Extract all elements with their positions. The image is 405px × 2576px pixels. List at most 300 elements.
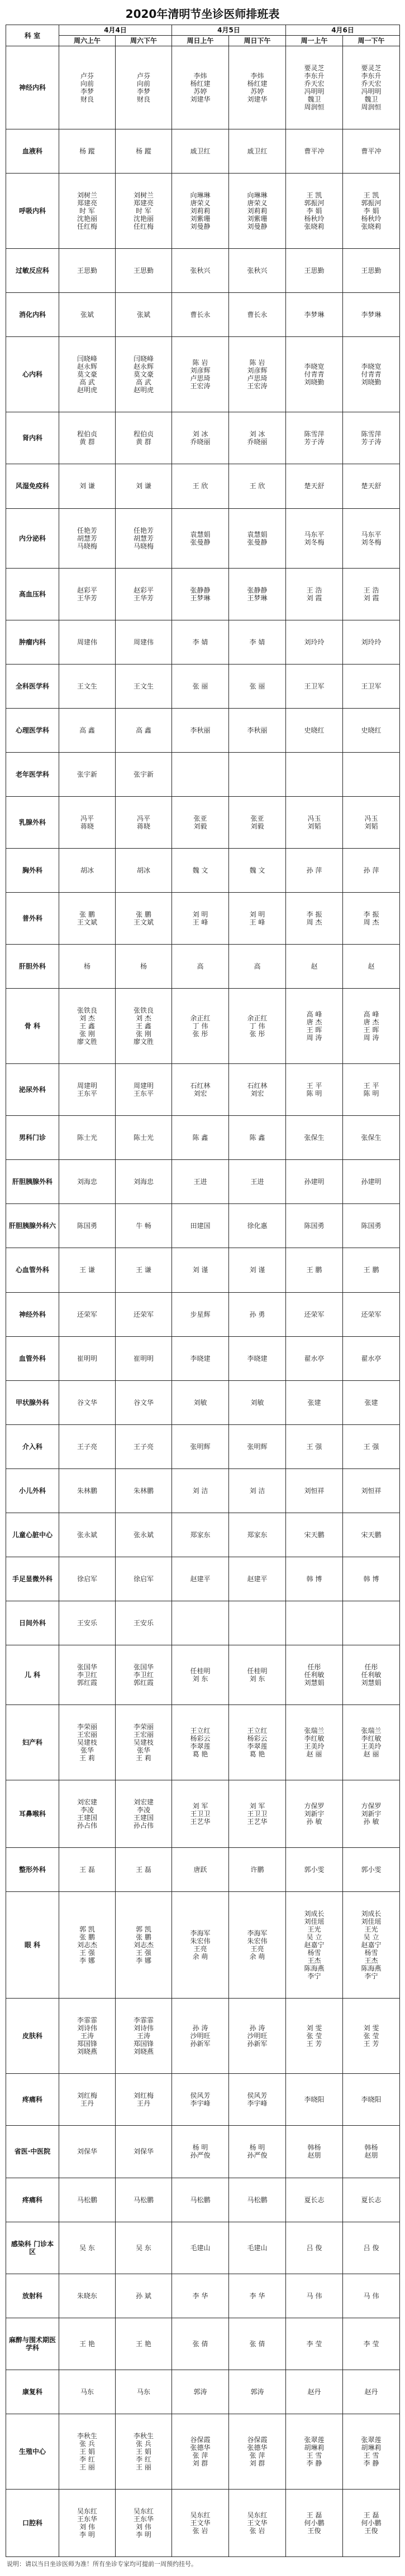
department-name: 普外科 (6, 893, 59, 945)
doctor-cell: 杨 明 孙严俊 (172, 2126, 229, 2178)
doctor-cell: 刘成长 刘佳瑶 王光 吴 立 赵嘉宁 杨雪 王杰 陈海燕 李宁 (343, 1892, 400, 1999)
doctor-cell: 王思勤 (343, 249, 400, 293)
doctor-cell: 韩 博 (343, 1557, 400, 1601)
doctor-cell: 韩杨 赵朋 (343, 2126, 400, 2178)
doctor-cell: 王 艳 (116, 2318, 172, 2370)
footer-note: 说明：请以当日坐诊医师为准！所有坐诊专家均可提前一周预约挂号。 (7, 2560, 197, 2568)
table-row (6, 1780, 400, 1848)
half-header: 周六下午 (116, 36, 172, 46)
doctor-cell: 刘恒祥 (343, 1468, 400, 1513)
doctor-cell: 史晓红 (343, 708, 400, 752)
doctor-cell: 周建伟 (59, 620, 116, 664)
doctor-cell: 孙 萍 (286, 848, 343, 892)
doctor-cell: 刘敏 (172, 1380, 229, 1424)
department-name: 手足显微外科 (6, 1557, 59, 1601)
doctor-cell: 刘 冰 乔晓丽 (172, 412, 229, 464)
doctor-cell: 翟水亭 (343, 1336, 400, 1380)
doctor-cell: 侯风芳 李宇峰 (229, 2074, 286, 2126)
doctor-cell: 李秋生 张 兵 王 娟 李 红 王 丽 (116, 2414, 172, 2489)
department-name: 儿童心脏中心 (6, 1513, 59, 1557)
schedule-table (6, 25, 400, 2557)
table-row (6, 2074, 400, 2126)
doctor-cell: 任桂明 刘 东 (229, 1645, 286, 1705)
doctor-cell: 孙 勇 (229, 1292, 286, 1336)
doctor-cell: 步星辉 (172, 1292, 229, 1336)
doctor-cell: 王 凯 郭振河 李 娟 杨秋玲 张晓莉 (286, 174, 343, 249)
doctor-cell: 张铁良 刘 杰 王 鑫 张 刚 廖文胜 (116, 989, 172, 1064)
doctor-cell: 王 磊 何小鹏 王俊 (343, 2489, 400, 2556)
department-name: 心内科 (6, 337, 59, 412)
doctor-cell: 刘 谨 (172, 1248, 229, 1292)
doctor-cell: 朱晓东 (59, 2274, 116, 2318)
table-row (6, 2414, 400, 2489)
doctor-cell: 王 鹏 (343, 1248, 400, 1292)
doctor-cell: 赵建平 (172, 1557, 229, 1601)
doctor-cell: 张保生 (286, 1116, 343, 1160)
department-name: 肿瘤内科 (6, 620, 59, 664)
doctor-cell: 刘 洁 (229, 1468, 286, 1513)
doctor-cell: 张斌 (116, 293, 172, 337)
doctor-cell: 吕 俊 (286, 2222, 343, 2274)
doctor-cell: 还荣军 (343, 1292, 400, 1336)
doctor-cell: 曹长永 (172, 293, 229, 337)
doctor-cell: 刘 雯 张 莹 王 芳 (286, 1999, 343, 2074)
doctor-cell: 要灵芝 李东升 乔天宏 冯明明 魏卫 周润恒 (343, 46, 400, 129)
doctor-cell: 卢芬 向前 李梦 财良 (59, 46, 116, 129)
doctor-cell: 张瑞兰 李红敏 王美玲 赵 丽 (286, 1705, 343, 1780)
doctor-cell: 马松鹏 (172, 2178, 229, 2222)
doctor-cell: 刘 明 王 峰 (229, 893, 286, 945)
department-name: 全科医学科 (6, 664, 59, 708)
doctor-cell: 王 欣 (172, 464, 229, 508)
doctor-cell: 马 伟 (286, 2274, 343, 2318)
department-name: 整形外科 (6, 1848, 59, 1892)
table-row (6, 945, 400, 989)
doctor-cell: 余正红 丁 伟 张 彤 (229, 989, 286, 1064)
schedule-body (6, 46, 400, 2557)
doctor-cell (286, 752, 343, 796)
doctor-cell: 孙建明 (343, 1160, 400, 1204)
doctor-cell: 王 浩 刘 霞 (343, 568, 400, 620)
doctor-cell: 崔明明 (59, 1336, 116, 1380)
doctor-cell: 李秋丽 (229, 708, 286, 752)
doctor-cell: 刘玲玲 (343, 620, 400, 664)
table-row (6, 1601, 400, 1645)
doctor-cell: 王 平 陈 明 (286, 1064, 343, 1116)
doctor-cell: 王文生 (59, 664, 116, 708)
doctor-cell: 吕 俊 (343, 2222, 400, 2274)
doctor-cell: 李 华 (172, 2274, 229, 2318)
doctor-cell: 刘保华 (59, 2126, 116, 2178)
doctor-cell: 袁慧娟 张曼静 (172, 508, 229, 568)
doctor-cell: 刘 谦 (59, 464, 116, 508)
doctor-cell: 任桂明 刘 东 (172, 1645, 229, 1705)
doctor-cell: 侯风芳 李宇峰 (172, 2074, 229, 2126)
doctor-cell: 吴东红 王文华 张 岩 (172, 2489, 229, 2556)
table-row (6, 2126, 400, 2178)
doctor-cell: 高 (229, 945, 286, 989)
doctor-cell: 杨 蹤 (116, 129, 172, 174)
table-row (6, 1705, 400, 1780)
doctor-cell: 刘 军 王卫卫 王艺华 (229, 1780, 286, 1848)
doctor-cell: 张建 (343, 1380, 400, 1424)
doctor-cell: 王立红 杨彩云 李翠莲 葛 艳 (229, 1705, 286, 1780)
department-name: 皮肤科 (6, 1999, 59, 2074)
doctor-cell: 张 丽 (172, 664, 229, 708)
doctor-cell: 高 鑫 (59, 708, 116, 752)
doctor-cell: 张翠莲 胡琳莉 王 雪 李 静 (286, 2414, 343, 2489)
department-name: 过敏反应科 (6, 249, 59, 293)
department-name: 老年医学科 (6, 752, 59, 796)
doctor-cell: 王 鹏 (286, 1248, 343, 1292)
doctor-cell: 李霏霏 刘诗伟 王涛 郑国锋 刘晓燕 (59, 1999, 116, 2074)
doctor-cell: 曹长永 (229, 293, 286, 337)
doctor-cell: 马松鹏 (116, 2178, 172, 2222)
doctor-cell: 胡冰 (116, 848, 172, 892)
doctor-cell: 张亚 刘毅 (172, 796, 229, 848)
doctor-cell: 陈 岩 刘彦辉 卢思琦 王宏涛 (229, 337, 286, 412)
doctor-cell: 李梦琳 (286, 293, 343, 337)
table-row (6, 412, 400, 464)
department-name: 肝胆胰腺外科 (6, 1160, 59, 1204)
doctor-cell: 刘玲玲 (286, 620, 343, 664)
doctor-cell: 张秋兴 (172, 249, 229, 293)
table-row (6, 174, 400, 249)
doctor-cell: 李海军 朱宏伟 王亮 余 萌 (172, 1892, 229, 1999)
doctor-cell: 牛 畅 (116, 1204, 172, 1248)
doctor-cell: 刘恒祥 (286, 1468, 343, 1513)
table-row (6, 1513, 400, 1557)
table-row (6, 752, 400, 796)
doctor-cell: 赵 (343, 945, 400, 989)
doctor-cell: 许鹏 (229, 1848, 286, 1892)
doctor-cell: 杨 明 孙严俊 (229, 2126, 286, 2178)
doctor-cell: 任艳芳 胡慧芳 马晓梅 (116, 508, 172, 568)
doctor-cell: 王子亮 (116, 1424, 172, 1468)
doctor-cell: 胡冰 (59, 848, 116, 892)
doctor-cell: 王 强 (286, 1424, 343, 1468)
department-name: 骨 科 (6, 989, 59, 1064)
doctor-cell: 陈雪萍 芳子涛 (343, 412, 400, 464)
table-row (6, 568, 400, 620)
day-header: 4月4日 (59, 25, 172, 36)
doctor-cell: 赵彩平 王华芳 (116, 568, 172, 620)
doctor-cell: 戚卫红 (172, 129, 229, 174)
table-row (6, 2274, 400, 2318)
doctor-cell: 王思勤 (116, 249, 172, 293)
doctor-cell: 郭小雯 (286, 1848, 343, 1892)
department-name: 呼吸内科 (6, 174, 59, 249)
doctor-cell: 郭 凯 张 鹏 刘志杰 王 强 李 娜 (116, 1892, 172, 1999)
table-row (6, 796, 400, 848)
doctor-cell: 刘宏建 李凌 王建国 孙占伟 (116, 1780, 172, 1848)
department-name: 心理医学科 (6, 708, 59, 752)
doctor-cell: 王立红 杨彩云 李翠莲 葛 艳 (172, 1705, 229, 1780)
doctor-cell: 李 振 周 杰 (343, 893, 400, 945)
department-name: 肝胆胰腺外科六 (6, 1204, 59, 1248)
doctor-cell: 张静静 王梦琳 (229, 568, 286, 620)
doctor-cell: 袁慧娟 张曼静 (229, 508, 286, 568)
doctor-cell: 徐启军 (116, 1557, 172, 1601)
doctor-cell: 赵彩平 王华芳 (59, 568, 116, 620)
doctor-cell: 王进 (229, 1160, 286, 1204)
table-row (6, 1116, 400, 1160)
department-name: 消化内科 (6, 293, 59, 337)
department-name: 乳腺外科 (6, 796, 59, 848)
doctor-cell: 李 振 周 杰 (286, 893, 343, 945)
department-name: 感染科 门诊本区 (6, 2222, 59, 2274)
doctor-cell: 马松鹏 (59, 2178, 116, 2222)
department-name: 生殖中心 (6, 2414, 59, 2489)
table-row (6, 337, 400, 412)
doctor-cell: 刘 雯 张 莹 王 芳 (343, 1999, 400, 2074)
doctor-cell: 王安乐 (59, 1601, 116, 1645)
doctor-cell: 张保生 (343, 1116, 400, 1160)
doctor-cell: 张宇新 (59, 752, 116, 796)
doctor-cell: 冯平 蒋晓 (116, 796, 172, 848)
doctor-cell: 张秋兴 (229, 249, 286, 293)
doctor-cell: 刘海忠 (59, 1160, 116, 1204)
half-header: 周日上午 (172, 36, 229, 46)
department-name: 介入科 (6, 1424, 59, 1468)
doctor-cell: 高 (172, 945, 229, 989)
doctor-cell: 张明辉 (172, 1424, 229, 1468)
half-header: 周一上午 (286, 36, 343, 46)
doctor-cell: 张斌 (59, 293, 116, 337)
doctor-cell: 吴东红 王东华 刘 伟 李 明 (116, 2489, 172, 2556)
department-name: 妇产科 (6, 1705, 59, 1780)
doctor-cell: 周建伟 (116, 620, 172, 664)
doctor-cell: 程伯贞 黄 群 (59, 412, 116, 464)
doctor-cell: 李霏霏 刘诗伟 王涛 郑国锋 刘晓燕 (116, 1999, 172, 2074)
department-name: 男科门诊 (6, 1116, 59, 1160)
doctor-cell: 张宇新 (116, 752, 172, 796)
doctor-cell: 崔明明 (116, 1336, 172, 1380)
header-row-halves (6, 36, 400, 46)
doctor-cell: 王 强 (343, 1424, 400, 1468)
doctor-cell: 李 华 (229, 2274, 286, 2318)
table-row (6, 1645, 400, 1705)
doctor-cell: 赵 (286, 945, 343, 989)
doctor-cell: 王 平 陈 明 (343, 1064, 400, 1116)
half-header: 周六上午 (59, 36, 116, 46)
doctor-cell: 冯玉 刘韬 (286, 796, 343, 848)
doctor-cell: 孙 涛 沙明旺 孙新军 (172, 1999, 229, 2074)
doctor-cell: 陈 岩 刘彦辉 卢思琦 王宏涛 (172, 337, 229, 412)
table-row (6, 1204, 400, 1248)
doctor-cell: 孙建明 (286, 1160, 343, 1204)
doctor-cell: 楚天舒 (286, 464, 343, 508)
doctor-cell: 吴 东 (116, 2222, 172, 2274)
doctor-cell: 马东 (116, 2370, 172, 2414)
table-row (6, 1468, 400, 1513)
doctor-cell: 张静静 王梦琳 (172, 568, 229, 620)
doctor-cell: 魏 文 (172, 848, 229, 892)
doctor-cell: 郭涛 (229, 2370, 286, 2414)
table-row (6, 1336, 400, 1380)
doctor-cell: 李梦琳 (343, 293, 400, 337)
doctor-cell: 石红林 刘宏 (229, 1064, 286, 1116)
department-name: 血管外科 (6, 1336, 59, 1380)
table-row (6, 249, 400, 293)
doctor-cell: 郑家东 (172, 1513, 229, 1557)
table-row (6, 293, 400, 337)
doctor-cell: 郭 凯 张 鹏 刘志杰 王 强 李 娜 (59, 1892, 116, 1999)
doctor-cell: 陈 鑫 (172, 1116, 229, 1160)
doctor-cell: 向琳琳 唐荣义 刘莉莉 刘紫珊 刘曼静 (172, 174, 229, 249)
doctor-cell: 刘 冰 乔晓丽 (229, 412, 286, 464)
doctor-cell: 王安乐 (116, 1601, 172, 1645)
doctor-cell: 李荣丽 王宏丽 吴建枝 张华 王 莉 (59, 1705, 116, 1780)
doctor-cell: 张明辉 (229, 1424, 286, 1468)
table-row (6, 1999, 400, 2074)
doctor-cell: 石红林 刘宏 (172, 1064, 229, 1116)
table-row (6, 129, 400, 174)
doctor-cell: 陈士光 (116, 1116, 172, 1160)
doctor-cell: 王文生 (116, 664, 172, 708)
doctor-cell: 王 浩 刘 霞 (286, 568, 343, 620)
header-row-days (6, 25, 400, 36)
doctor-cell: 李 婧 (172, 620, 229, 664)
doctor-cell: 王 艳 (59, 2318, 116, 2370)
table-row (6, 2318, 400, 2370)
doctor-cell: 李晓建 (172, 1336, 229, 1380)
doctor-cell: 陈士光 (59, 1116, 116, 1160)
doctor-cell: 楚天舒 (343, 464, 400, 508)
doctor-cell: 陈国勇 (343, 1204, 400, 1248)
department-name: 内分泌科 (6, 508, 59, 568)
doctor-cell: 曹平冲 (343, 129, 400, 174)
doctor-cell: 高 鑫 (116, 708, 172, 752)
doctor-cell: 马松鹏 (229, 2178, 286, 2222)
doctor-cell: 李秋丽 (172, 708, 229, 752)
doctor-cell: 任彤 任利敏 刘慧娟 (343, 1645, 400, 1705)
department-name: 肾内科 (6, 412, 59, 464)
doctor-cell: 曹平冲 (286, 129, 343, 174)
doctor-cell: 李晓阳 (286, 2074, 343, 2126)
page-title: 2020年清明节坐诊医师排班表 (125, 7, 280, 21)
doctor-cell: 李晓建 (229, 1336, 286, 1380)
doctor-cell: 刘敏 (229, 1380, 286, 1424)
dept-header: 科 室 (6, 25, 59, 46)
half-header: 周一下午 (343, 36, 400, 46)
doctor-cell: 毛建山 (172, 2222, 229, 2274)
table-row (6, 989, 400, 1064)
doctor-cell: 方保罗 刘新宇 孙 敏 (343, 1780, 400, 1848)
doctor-cell: 周建明 王东平 (59, 1064, 116, 1116)
department-name: 高血压科 (6, 568, 59, 620)
department-name: 泌尿外科 (6, 1064, 59, 1116)
department-name: 心血管外科 (6, 1248, 59, 1292)
doctor-cell: 王 欣 (229, 464, 286, 508)
doctor-cell: 杨 (59, 945, 116, 989)
doctor-cell: 张 丽 (229, 664, 286, 708)
doctor-cell: 李海军 朱宏伟 王亮 余 萌 (229, 1892, 286, 1999)
doctor-cell: 王 凯 郭振河 李 娟 杨秋玲 张晓莉 (343, 174, 400, 249)
department-name: 康复科 (6, 2370, 59, 2414)
doctor-cell: 魏 文 (229, 848, 286, 892)
doctor-cell: 卢芬 向前 李梦 财良 (116, 46, 172, 129)
doctor-cell: 徐启军 (59, 1557, 116, 1601)
doctor-cell: 还荣军 (286, 1292, 343, 1336)
doctor-cell: 宋天鹏 (286, 1513, 343, 1557)
doctor-cell: 杨 蹤 (59, 129, 116, 174)
table-row (6, 1380, 400, 1424)
doctor-cell: 田建国 (172, 1204, 229, 1248)
doctor-cell: 王 谦 (116, 1248, 172, 1292)
doctor-cell: 张国华 李卫红 郭红霞 (59, 1645, 116, 1705)
table-row (6, 1248, 400, 1292)
doctor-cell: 马东 (59, 2370, 116, 2414)
doctor-cell: 李晓阳 (343, 2074, 400, 2126)
doctor-cell: 程伯贞 黄 群 (116, 412, 172, 464)
doctor-cell: 向琳琳 唐荣义 刘莉莉 刘紫珊 刘曼静 (229, 174, 286, 249)
table-row (6, 893, 400, 945)
table-row (6, 1160, 400, 1204)
doctor-cell: 郑家东 (229, 1513, 286, 1557)
doctor-cell: 张 倩 (172, 2318, 229, 2370)
doctor-cell: 王思勤 (286, 249, 343, 293)
doctor-cell: 张建 (286, 1380, 343, 1424)
doctor-cell: 赵丹 (286, 2370, 343, 2414)
table-row (6, 1557, 400, 1601)
doctor-cell: 马东平 刘冬梅 (343, 508, 400, 568)
doctor-cell: 吴东红 王文华 张 岩 (229, 2489, 286, 2556)
table-row (6, 2222, 400, 2274)
doctor-cell: 张瑞兰 李红敏 王美玲 赵 丽 (343, 1705, 400, 1780)
doctor-cell: 王 谦 (59, 1248, 116, 1292)
doctor-cell: 刘树兰 郑建亮 时 军 沈艳丽 任红梅 (59, 174, 116, 249)
table-row (6, 2178, 400, 2222)
doctor-cell: 史晓红 (286, 708, 343, 752)
doctor-cell: 李秋生 张 兵 王 娟 李 红 王 丽 (59, 2414, 116, 2489)
doctor-cell: 唐跃 (172, 1848, 229, 1892)
doctor-cell: 翟水亭 (286, 1336, 343, 1380)
doctor-cell: 刘 军 王卫卫 王艺华 (172, 1780, 229, 1848)
doctor-cell: 张铁良 刘 杰 王 鑫 张 刚 廖文胜 (59, 989, 116, 1064)
doctor-cell: 王 磊 (59, 1848, 116, 1892)
doctor-cell: 陈雪萍 芳子涛 (286, 412, 343, 464)
half-header: 周日下午 (229, 36, 286, 46)
doctor-cell: 王进 (172, 1160, 229, 1204)
doctor-cell (172, 752, 229, 796)
doctor-cell: 谷保霞 张德华 张 萍 刘 群 (172, 2414, 229, 2489)
doctor-cell: 任艳芳 胡慧芳 马晓梅 (59, 508, 116, 568)
doctor-cell (229, 1601, 286, 1645)
doctor-cell: 张 鹏 王文斌 (116, 893, 172, 945)
doctor-cell: 李晓宽 付青青 刘晓勤 (343, 337, 400, 412)
table-row (6, 508, 400, 568)
department-name: 胸外科 (6, 848, 59, 892)
department-name: 省医·中医院 (6, 2126, 59, 2178)
table-row (6, 664, 400, 708)
doctor-cell: 王卫军 (343, 664, 400, 708)
doctor-cell (229, 752, 286, 796)
table-row (6, 1892, 400, 1999)
doctor-cell: 李 莹 (343, 2318, 400, 2370)
department-name: 神经外科 (6, 1292, 59, 1336)
doctor-cell (343, 752, 400, 796)
doctor-cell: 赵建平 (229, 1557, 286, 1601)
department-name: 甲状腺外科 (6, 1380, 59, 1424)
doctor-cell: 闫晓峰 赵永辉 莫文豪 高 武 赵明虎 (59, 337, 116, 412)
doctor-cell: 孙 斌 (116, 2274, 172, 2318)
doctor-cell: 郭小雯 (343, 1848, 400, 1892)
doctor-cell: 陈国勇 (59, 1204, 116, 1248)
department-name: 眼 科 (6, 1892, 59, 1999)
doctor-cell: 王 磊 (116, 1848, 172, 1892)
doctor-cell: 刘成长 刘佳瑶 王光 吴 立 赵嘉宁 杨雪 王杰 陈海燕 李宁 (286, 1892, 343, 1999)
